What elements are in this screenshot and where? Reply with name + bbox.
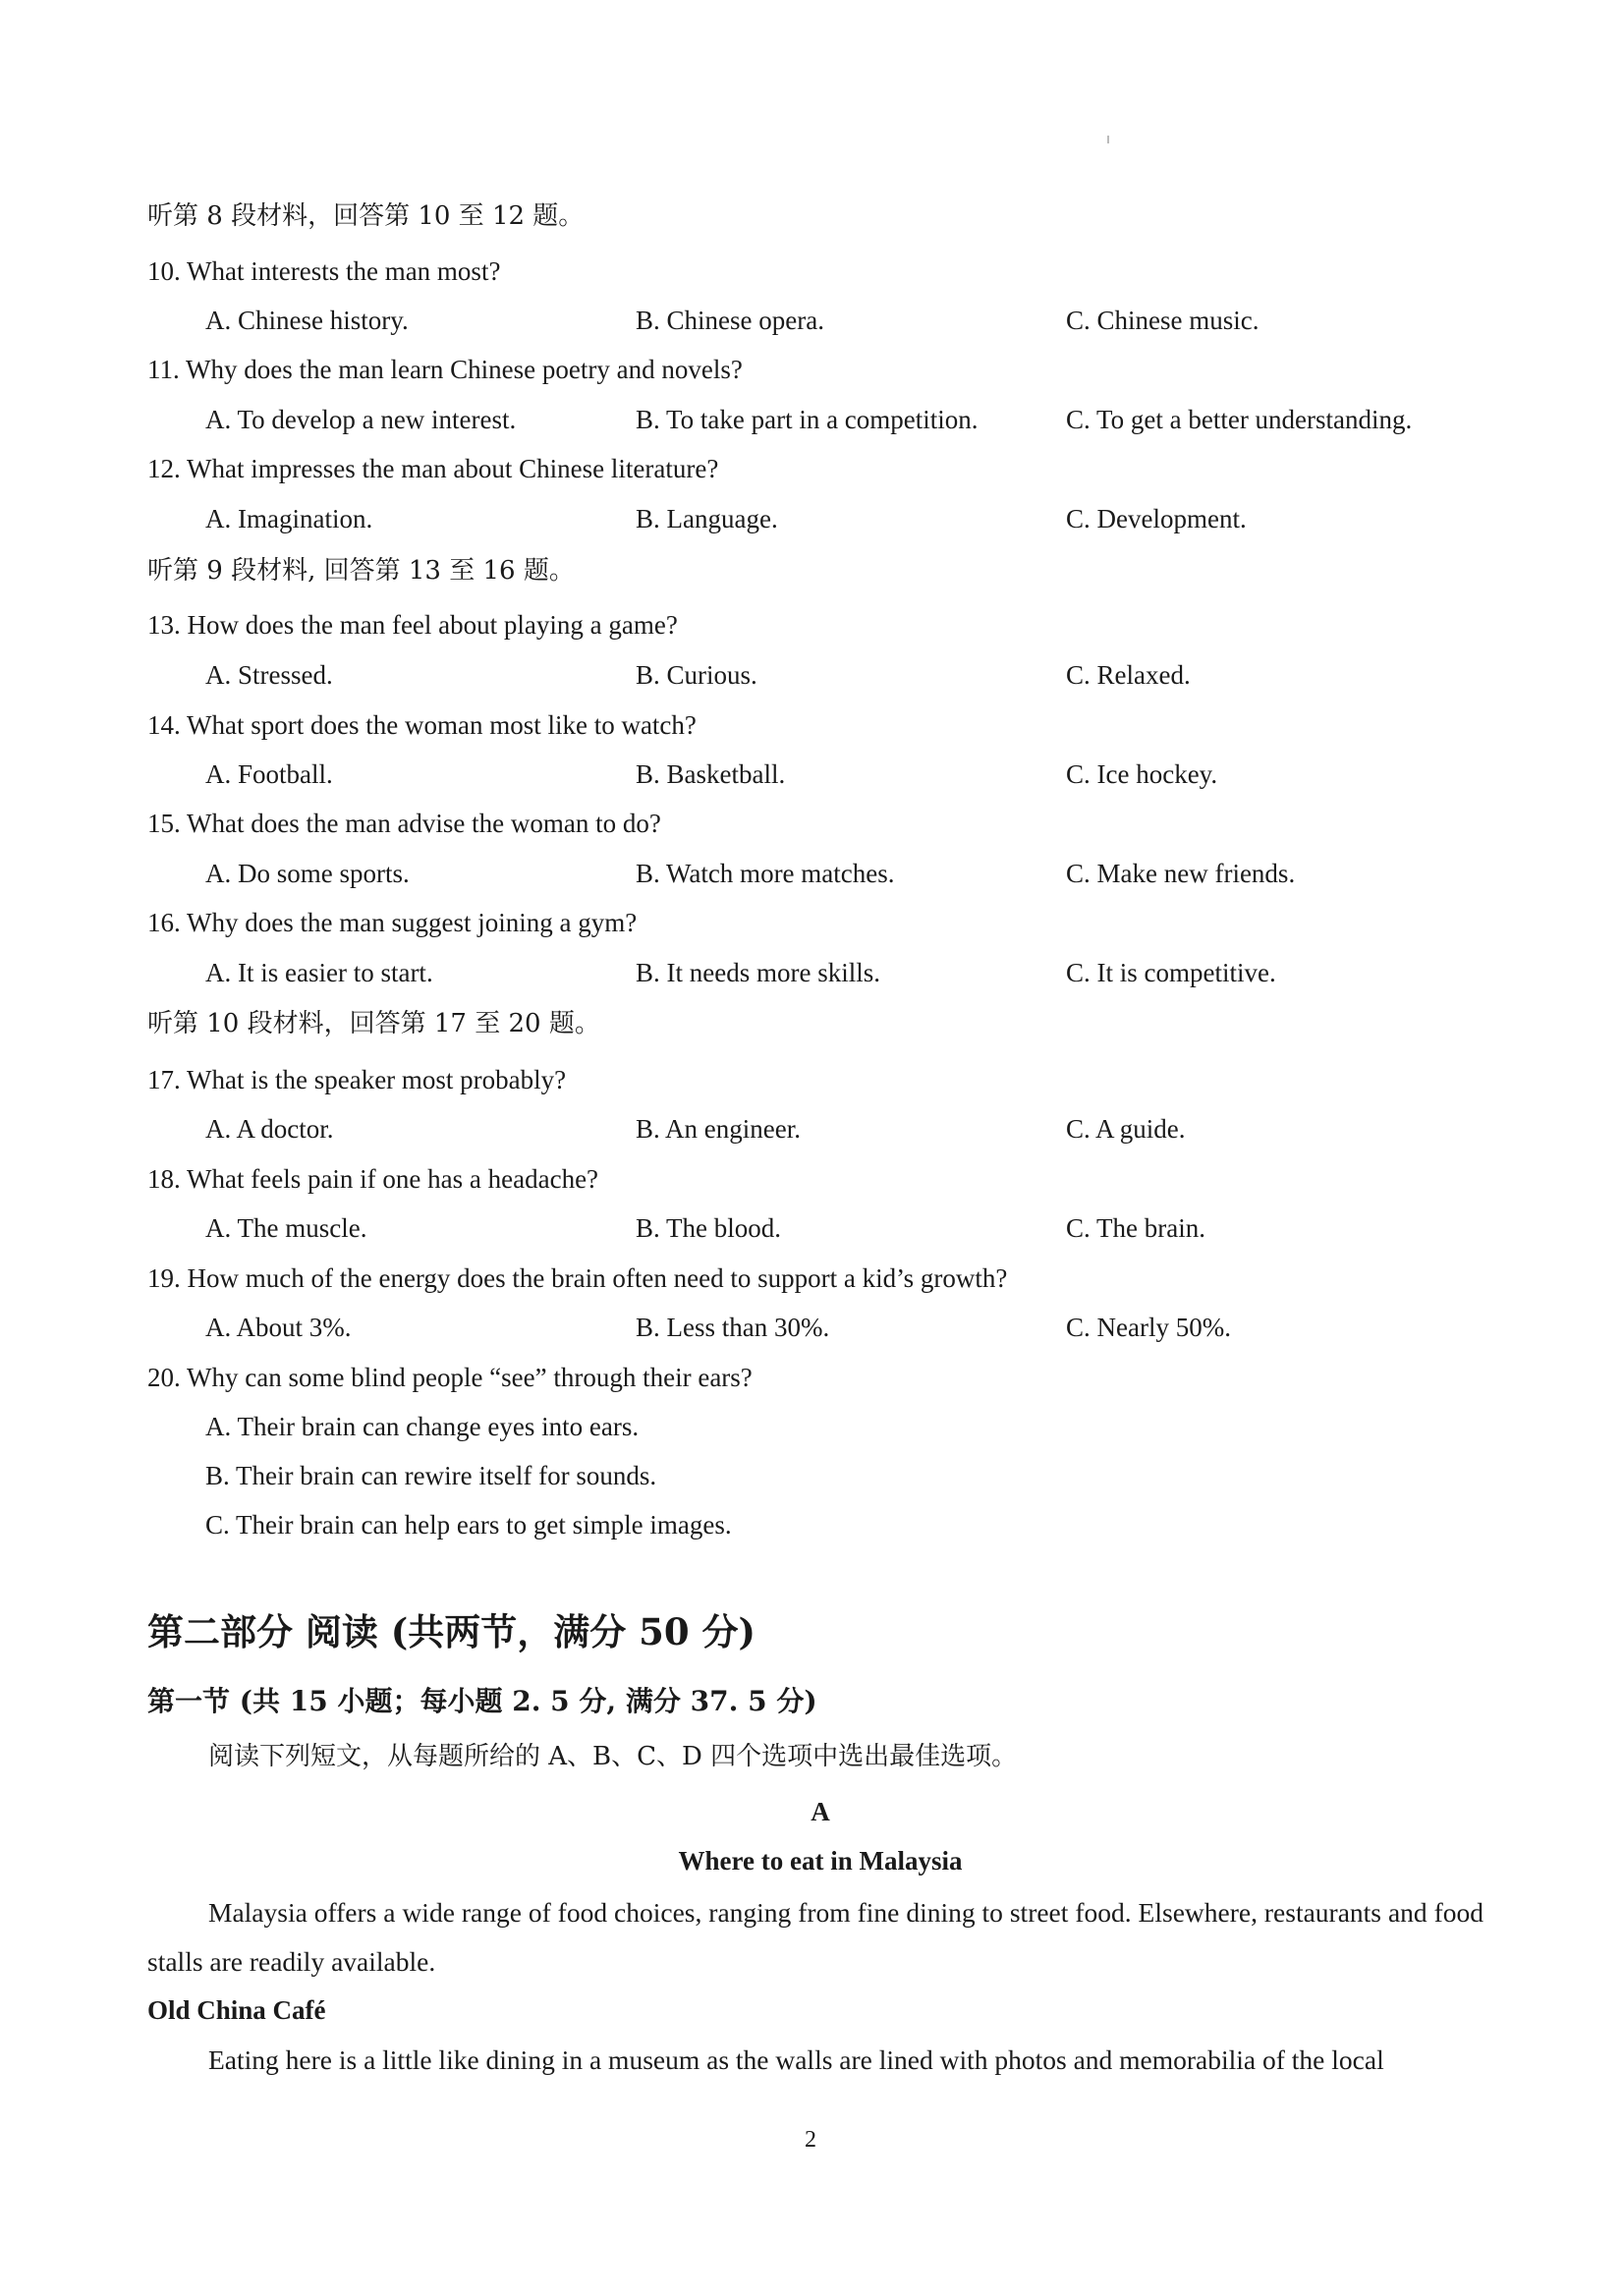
question-20: 20. Why can some blind people “see” through their ears? (147, 1363, 753, 1392)
option-14-c: C. Ice hockey. (1066, 759, 1218, 789)
option-10-a: A. Chinese history. (205, 306, 409, 335)
option-17-c: C. A guide. (1066, 1114, 1186, 1144)
question-16: 16. Why does the man suggest joining a gym? (147, 908, 638, 937)
option-18-b: B. The blood. (636, 1213, 781, 1243)
option-13-b: B. Curious. (636, 660, 757, 690)
option-17-b: B. An engineer. (636, 1114, 801, 1144)
question-14: 14. What sport does the woman most like to watch? (147, 710, 697, 740)
place-description: Eating here is a little like dining in a museum as the walls are lined with photos and memorabilia of the local (208, 2044, 1384, 2075)
passage-title: Where to eat in Malaysia (678, 1846, 963, 1876)
option-17-a: A. A doctor. (205, 1114, 334, 1144)
option-19-b: B. Less than 30%. (636, 1313, 830, 1342)
option-10-b: B. Chinese opera. (636, 306, 824, 335)
option-11-b: B. To take part in a competition. (636, 405, 979, 434)
option-12-b: B. Language. (636, 504, 778, 533)
option-14-a: A. Football. (205, 759, 333, 789)
section-one-title: 第一节 (共 15 小题；每小题 2. 5 分, 满分 37. 5 分) (147, 1685, 817, 1717)
question-11: 11. Why does the man learn Chinese poetry and novels? (147, 355, 743, 384)
section-heading-8: 听第 8 段材料，回答第 10 至 12 题。 (147, 201, 585, 231)
option-10-c: C. Chinese music. (1066, 306, 1259, 335)
page-number: 2 (805, 2127, 816, 2153)
option-19-c: C. Nearly 50%. (1066, 1313, 1231, 1342)
option-13-c: C. Relaxed. (1066, 660, 1191, 690)
option-14-b: B. Basketball. (636, 759, 786, 789)
section-heading-10: 听第 10 段材料，回答第 17 至 20 题。 (147, 1009, 600, 1038)
option-20-c: C. Their brain can help ears to get simple images. (205, 1510, 732, 1540)
part-two-title: 第二部分 阅读 (共两节，满分 50 分) (147, 1610, 756, 1653)
question-12: 12. What impresses the man about Chinese literature? (147, 454, 719, 483)
option-19-a: A. About 3%. (205, 1313, 352, 1342)
question-18: 18. What feels pain if one has a headache? (147, 1164, 599, 1194)
option-11-a: A. To develop a new interest. (205, 405, 517, 434)
option-16-b: B. It needs more skills. (636, 958, 880, 987)
option-15-c: C. Make new friends. (1066, 859, 1296, 888)
option-16-a: A. It is easier to start. (205, 958, 433, 987)
option-16-c: C. It is competitive. (1066, 958, 1276, 987)
question-17: 17. What is the speaker most probably? (147, 1065, 567, 1094)
option-15-a: A. Do some sports. (205, 859, 410, 888)
option-20-a: A. Their brain can change eyes into ears. (205, 1412, 640, 1441)
option-12-c: C. Development. (1066, 504, 1247, 533)
section-heading-9: 听第 9 段材料, 回答第 13 至 16 题。 (147, 556, 575, 586)
option-18-c: C. The brain. (1066, 1213, 1205, 1243)
passage-intro: Malaysia offers a wide range of food choices, ranging from fine dining to street food. Elsewhere, restaurants and food stalls are readily available. (147, 1897, 1483, 1977)
question-15: 15. What does the man advise the woman to do? (147, 809, 661, 838)
option-11-c: C. To get a better understanding. (1066, 405, 1413, 434)
passage-letter: A (811, 1797, 830, 1826)
question-13: 13. How does the man feel about playing a game? (147, 610, 678, 640)
option-12-a: A. Imagination. (205, 504, 373, 533)
option-13-a: A. Stressed. (205, 660, 333, 690)
reading-instruction: 阅读下列短文，从每题所给的 A、B、C、D 四个选项中选出最佳选项。 (208, 1742, 1018, 1771)
question-19: 19. How much of the energy does the brain often need to support a kid’s growth? (147, 1263, 1008, 1293)
place-name-old-china-cafe: Old China Café (147, 1995, 326, 2025)
option-15-b: B. Watch more matches. (636, 859, 895, 888)
scan-mark (1107, 136, 1109, 143)
question-10: 10. What interests the man most? (147, 256, 501, 286)
option-18-a: A. The muscle. (205, 1213, 367, 1243)
option-20-b: B. Their brain can rewire itself for sounds. (205, 1461, 657, 1490)
